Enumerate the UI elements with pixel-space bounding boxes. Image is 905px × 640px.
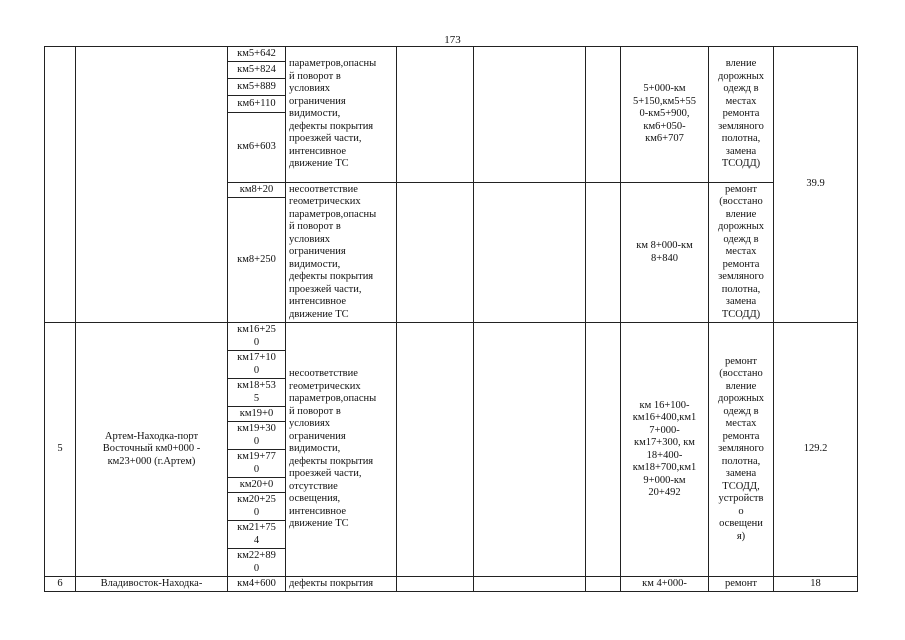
defects-cell: параметров,опасны й поворот в условиях ограничения видимости, дефекты покрытия проезжей части, интенсивное движение ТС [286, 47, 397, 183]
km-cell: км8+250 [228, 198, 286, 323]
km-ranges-cell: км 16+100- км16+400,км1 7+000- км17+300, км 18+400- км18+700,км1 9+000-км 20+492 [621, 323, 709, 577]
road-name-cell [76, 47, 228, 323]
km-cell: км5+642 [228, 47, 286, 62]
km-cell: км18+53 5 [228, 379, 286, 407]
empty-cell [397, 47, 474, 183]
km-cell: км19+77 0 [228, 450, 286, 478]
km-cell: км22+89 0 [228, 549, 286, 577]
cost-cell: 129.2 [774, 323, 858, 577]
row-number-cell: 6 [45, 577, 76, 592]
empty-cell [397, 323, 474, 577]
measures-cell: вление дорожных одежд в местах ремонта земляного полотна, замена ТСОДД) [709, 47, 774, 183]
empty-cell [474, 323, 586, 577]
page-number: 173 [444, 34, 461, 46]
km-cell: км5+889 [228, 79, 286, 96]
row-number-cell [45, 47, 76, 323]
cost-cell: 18 [774, 577, 858, 592]
defects-cell: несоответствие геометрических параметров,опасны й поворот в условиях ограничения видимости, дефекты покрытия проезжей части, интенсивное движение ТС [286, 183, 397, 323]
empty-cell [397, 183, 474, 323]
measures-cell: ремонт (восстано вление дорожных одежд в местах ремонта земляного полотна, замена ТСОДД) [709, 183, 774, 323]
empty-cell [397, 577, 474, 592]
km-cell: км20+25 0 [228, 493, 286, 521]
defects-cell: несоответствие геометрических параметров,опасны й поворот в условиях ограничения видимости, дефекты покрытия проезжей части, отсутствие освещения, интенсивное движение ТС [286, 323, 397, 577]
empty-cell [586, 47, 621, 183]
km-cell: км16+25 0 [228, 323, 286, 351]
km-ranges-cell: км 4+000- [621, 577, 709, 592]
km-cell: км19+30 0 [228, 422, 286, 450]
empty-cell [474, 47, 586, 183]
empty-cell [474, 577, 586, 592]
road-defects-table [44, 46, 858, 592]
km-cell: км19+0 [228, 407, 286, 422]
km-ranges-cell: км 8+000-км 8+840 [621, 183, 709, 323]
km-cell: км17+10 0 [228, 351, 286, 379]
measures-cell: ремонт (восстано вление дорожных одежд в местах ремонта земляного полотна, замена ТСОДД, устройств о освещени я) [709, 323, 774, 577]
km-cell: км8+20 [228, 183, 286, 198]
empty-cell [586, 183, 621, 323]
km-ranges-cell: 5+000-км 5+150,км5+55 0-км5+900, км6+050- км6+707 [621, 47, 709, 183]
empty-cell [586, 577, 621, 592]
road-name-cell: Владивосток-Находка- [76, 577, 228, 592]
defects-cell: дефекты покрытия [286, 577, 397, 592]
km-cell: км6+603 [228, 113, 286, 183]
table-row [45, 577, 858, 592]
km-cell: км5+824 [228, 62, 286, 79]
km-cell: км21+75 4 [228, 521, 286, 549]
road-name-cell: Артем-Находка-порт Восточный км0+000 - км23+000 (г.Артем) [76, 323, 228, 577]
empty-cell [586, 323, 621, 577]
km-cell: км20+0 [228, 478, 286, 493]
row-number-cell: 5 [45, 323, 76, 577]
km-cell: км4+600 [228, 577, 286, 592]
table-row [45, 323, 858, 351]
table-row [45, 47, 858, 62]
cost-cell: 39.9 [774, 47, 858, 323]
empty-cell [474, 183, 586, 323]
km-cell: км6+110 [228, 96, 286, 113]
measures-cell: ремонт [709, 577, 774, 592]
